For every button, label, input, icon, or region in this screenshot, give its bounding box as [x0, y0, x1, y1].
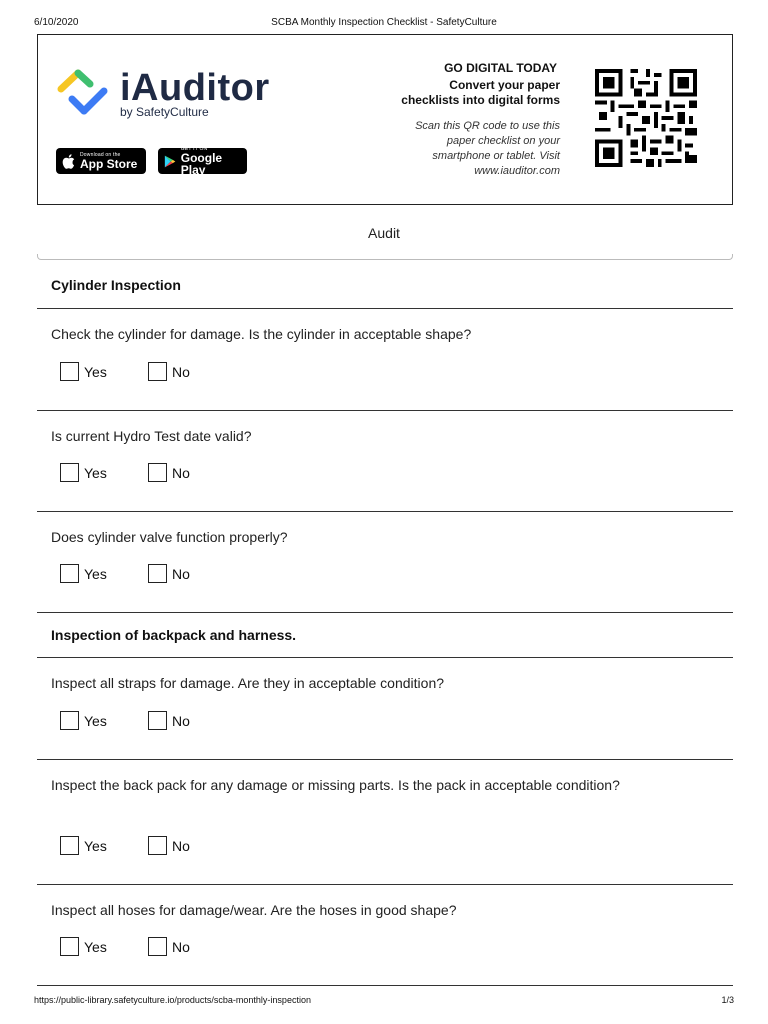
- question-text: Inspect all hoses for damage/wear. Are the hoses in good shape?: [51, 902, 457, 918]
- no-label: No: [172, 363, 190, 380]
- question-text: Does cylinder valve function properly?: [51, 529, 288, 545]
- promo-banner: [37, 34, 733, 205]
- no-label: No: [172, 712, 190, 729]
- divider: [37, 308, 733, 309]
- print-date: 6/10/2020: [34, 17, 79, 28]
- question-text: Check the cylinder for damage. Is the cylinder in acceptable shape?: [51, 326, 472, 342]
- brand-name: iAuditor: [120, 67, 270, 109]
- divider: [37, 511, 733, 512]
- google-play-badge[interactable]: [158, 145, 247, 177]
- no-option[interactable]: [148, 564, 190, 583]
- no-label: No: [172, 938, 190, 955]
- cta-line: checklists into digital forms: [401, 93, 560, 107]
- no-option[interactable]: [148, 937, 190, 956]
- app-store-big-text: App Store: [80, 156, 138, 171]
- no-option[interactable]: [148, 463, 190, 482]
- yes-label: Yes: [84, 363, 107, 380]
- yes-option[interactable]: [60, 711, 107, 730]
- brand-subtitle: by SafetyCulture: [120, 105, 209, 119]
- question-text: Inspect the back pack for any damage or missing parts. Is the pack in acceptable condition?: [51, 777, 620, 793]
- section-heading: Cylinder Inspection: [51, 277, 181, 293]
- question-text: Is current Hydro Test date valid?: [51, 428, 252, 444]
- divider: [37, 410, 733, 411]
- divider: [37, 884, 733, 885]
- no-checkbox[interactable]: [148, 362, 167, 381]
- yes-checkbox[interactable]: [60, 711, 79, 730]
- yes-label: Yes: [84, 464, 107, 481]
- no-option[interactable]: [148, 362, 190, 381]
- no-checkbox[interactable]: [148, 937, 167, 956]
- no-checkbox[interactable]: [148, 463, 167, 482]
- section-heading: Inspection of backpack and harness.: [51, 627, 297, 643]
- cta-note: Scan this QR code to use this paper checklist on your smartphone or tablet. Visit www.iauditor.com: [415, 120, 560, 177]
- no-label: No: [172, 837, 190, 854]
- app-store-small-text: Download on the: [80, 151, 121, 158]
- yes-checkbox[interactable]: [60, 564, 79, 583]
- yes-option[interactable]: [60, 463, 107, 482]
- yes-checkbox[interactable]: [60, 362, 79, 381]
- yes-option[interactable]: [60, 362, 107, 381]
- yes-option[interactable]: [60, 937, 107, 956]
- app-store-badge[interactable]: [56, 148, 146, 174]
- audit-title-divider: [37, 254, 733, 260]
- yes-label: Yes: [84, 837, 107, 854]
- google-play-icon: [164, 154, 176, 169]
- yes-label: Yes: [84, 565, 107, 582]
- yes-label: Yes: [84, 938, 107, 955]
- google-play-big-text: Google Play: [180, 150, 223, 177]
- apple-icon: [62, 154, 75, 169]
- divider: [37, 657, 733, 658]
- source-url[interactable]: https://public-library.safetyculture.io/products/scba-monthly-inspection: [34, 995, 311, 1005]
- no-label: No: [172, 464, 190, 481]
- yes-checkbox[interactable]: [60, 463, 79, 482]
- no-checkbox[interactable]: [148, 711, 167, 730]
- no-checkbox[interactable]: [148, 836, 167, 855]
- cta-block: [400, 61, 560, 179]
- google-play-small-text: GET IT ON: [180, 145, 208, 152]
- qr-code-icon[interactable]: [594, 69, 698, 167]
- iauditor-logo-icon: [56, 69, 112, 119]
- no-checkbox[interactable]: [148, 564, 167, 583]
- yes-checkbox[interactable]: [60, 836, 79, 855]
- yes-option[interactable]: [60, 564, 107, 583]
- no-option[interactable]: [148, 711, 190, 730]
- page-number: 1/3: [721, 995, 734, 1005]
- divider: [37, 759, 733, 760]
- divider: [37, 612, 733, 613]
- yes-checkbox[interactable]: [60, 937, 79, 956]
- cta-line: Convert your paper: [449, 78, 560, 92]
- divider: [37, 985, 733, 986]
- print-title: SCBA Monthly Inspection Checklist - SafetyCulture: [271, 17, 497, 28]
- cta-heading: GO DIGITAL TODAY: [444, 61, 557, 75]
- question-text: Inspect all straps for damage. Are they in acceptable condition?: [51, 675, 445, 691]
- yes-label: Yes: [84, 712, 107, 729]
- no-option[interactable]: [148, 836, 190, 855]
- yes-option[interactable]: [60, 836, 107, 855]
- no-label: No: [172, 565, 190, 582]
- audit-title: Audit: [368, 225, 400, 241]
